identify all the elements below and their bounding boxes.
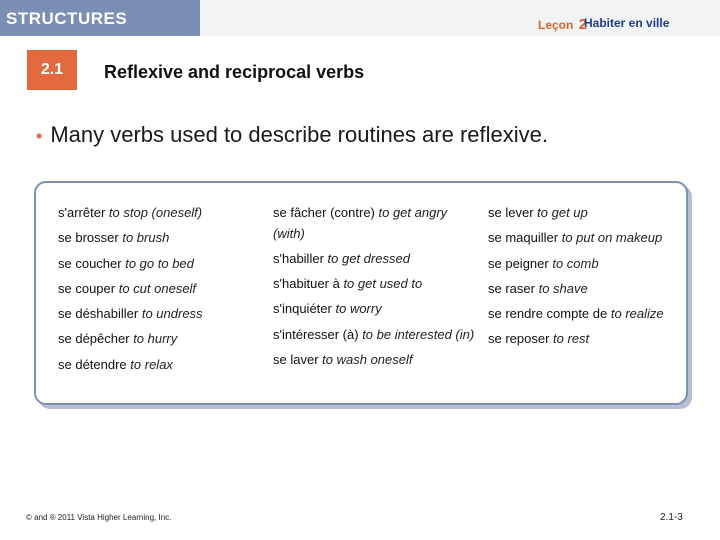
verb-term: se coucher bbox=[58, 255, 122, 271]
verb-term: se reposer bbox=[488, 331, 550, 347]
verb-gloss: to worry bbox=[335, 301, 382, 317]
verb-gloss: to rest bbox=[553, 331, 590, 347]
verb-term: se maquiller bbox=[488, 230, 559, 246]
verb-gloss: to get angry (with) bbox=[273, 205, 448, 241]
verb-term: se raser bbox=[488, 280, 535, 296]
verb-gloss: to get dressed bbox=[327, 250, 410, 266]
structures-label: STRUCTURES bbox=[6, 9, 128, 28]
verb-term: se rendre compte de bbox=[488, 306, 608, 322]
verb-entry bbox=[273, 299, 478, 320]
verb-term: se fâcher (contre) bbox=[273, 205, 375, 220]
verb-term: se dépêcher bbox=[58, 331, 130, 347]
verb-list-box bbox=[34, 181, 688, 405]
verb-term: s'habiller bbox=[273, 250, 324, 266]
verb-column-1 bbox=[58, 203, 258, 380]
verb-gloss: to wash oneself bbox=[322, 351, 413, 367]
verb-gloss: to comb bbox=[552, 255, 599, 271]
verb-entry bbox=[488, 329, 678, 350]
verb-gloss: to cut oneself bbox=[118, 280, 197, 296]
verb-entry bbox=[273, 249, 478, 270]
bullet-icon: • bbox=[36, 126, 43, 146]
verb-term: se peigner bbox=[488, 255, 549, 271]
verb-entry bbox=[488, 279, 678, 300]
verb-entry bbox=[58, 329, 258, 350]
verb-term: s'habituer à bbox=[273, 276, 340, 292]
bullet-point bbox=[36, 122, 548, 148]
verb-term: se couper bbox=[58, 280, 116, 296]
verb-gloss: to be interested (in) bbox=[362, 326, 475, 342]
verb-entry bbox=[488, 228, 678, 249]
verb-term: se brosser bbox=[58, 230, 119, 246]
verb-gloss: to go to bed bbox=[125, 255, 194, 271]
verb-gloss: to stop (oneself) bbox=[108, 205, 203, 220]
verb-entry bbox=[58, 203, 258, 224]
verb-entry bbox=[273, 350, 478, 371]
bullet-text: Many verbs used to describe routines are reflexive. bbox=[50, 122, 548, 147]
verb-entry bbox=[273, 325, 478, 346]
verb-gloss: to brush bbox=[122, 230, 170, 246]
section-number-badge: 2.1 bbox=[27, 50, 77, 90]
verb-term: s'intéresser (à) bbox=[273, 326, 359, 342]
header-bar bbox=[0, 0, 720, 36]
verb-term: s'arrêter bbox=[58, 205, 106, 220]
verb-entry bbox=[58, 279, 258, 300]
verb-entry bbox=[273, 203, 478, 244]
verb-gloss: to get up bbox=[537, 205, 588, 220]
verb-entry bbox=[488, 254, 678, 275]
verb-entry bbox=[58, 304, 258, 325]
verb-gloss: to relax bbox=[130, 356, 173, 372]
verb-term: s'inquiéter bbox=[273, 301, 332, 317]
verb-entry bbox=[58, 254, 258, 275]
verb-gloss: to put on makeup bbox=[561, 230, 663, 246]
verb-entry bbox=[488, 203, 678, 224]
verb-gloss: to get used to bbox=[343, 276, 423, 292]
verb-term: se laver bbox=[273, 351, 319, 367]
slide-number: 2.1-3 bbox=[660, 512, 683, 523]
lesson-label bbox=[538, 16, 587, 33]
lesson-number: 2 bbox=[578, 16, 588, 33]
verb-entry bbox=[58, 355, 258, 376]
verb-gloss: to hurry bbox=[133, 331, 178, 347]
verb-column-2 bbox=[273, 203, 478, 375]
verb-term: se lever bbox=[488, 205, 534, 220]
verb-entry bbox=[58, 228, 258, 249]
lesson-word: Leçon bbox=[538, 18, 574, 32]
verb-entry bbox=[273, 274, 478, 295]
lesson-title: Habiter en ville bbox=[584, 16, 670, 30]
section-title: Reflexive and reciprocal verbs bbox=[104, 62, 365, 82]
structures-banner bbox=[0, 0, 200, 36]
verb-gloss: to realize bbox=[610, 306, 664, 322]
verb-column-3 bbox=[488, 203, 678, 355]
verb-term: se déshabiller bbox=[58, 306, 139, 322]
verb-gloss: to shave bbox=[538, 280, 588, 296]
verb-term: se détendre bbox=[58, 356, 127, 372]
copyright-notice: © and ® 2011 Vista Higher Learning, Inc. bbox=[26, 513, 172, 522]
verb-entry bbox=[488, 304, 678, 325]
verb-gloss: to undress bbox=[141, 306, 203, 322]
